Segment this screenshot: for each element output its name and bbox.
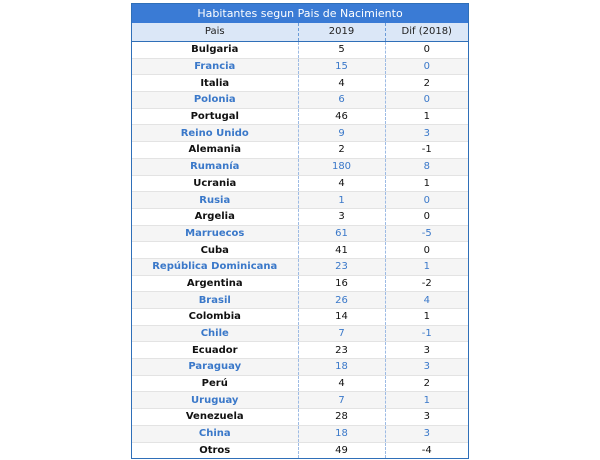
dif-2018-cell: 0 [385, 58, 468, 75]
table-row [132, 242, 468, 259]
country-cell: Brasil [132, 292, 298, 309]
table-row [132, 342, 468, 359]
value-2019-cell: 6 [298, 92, 385, 109]
value-2019-cell: 4 [298, 175, 385, 192]
dif-2018-cell: 2 [385, 375, 468, 392]
country-cell: Paraguay [132, 359, 298, 376]
population-table-panel [131, 3, 469, 459]
value-2019-cell: 2 [298, 142, 385, 159]
country-cell: Alemania [132, 142, 298, 159]
country-cell: Perú [132, 375, 298, 392]
value-2019-cell: 18 [298, 359, 385, 376]
table-row [132, 442, 468, 458]
dif-2018-cell: -2 [385, 275, 468, 292]
table-row [132, 309, 468, 326]
country-cell: Polonia [132, 92, 298, 109]
dif-2018-cell: -1 [385, 325, 468, 342]
table-row [132, 325, 468, 342]
dif-2018-cell: 1 [385, 309, 468, 326]
value-2019-cell: 180 [298, 158, 385, 175]
country-cell: China [132, 425, 298, 442]
value-2019-cell: 46 [298, 108, 385, 125]
dif-2018-cell: 0 [385, 242, 468, 259]
table-row [132, 58, 468, 75]
value-2019-cell: 9 [298, 125, 385, 142]
value-2019-cell: 4 [298, 375, 385, 392]
value-2019-cell: 7 [298, 325, 385, 342]
table-body [132, 42, 468, 459]
dif-2018-cell: 3 [385, 425, 468, 442]
value-2019-cell: 4 [298, 75, 385, 92]
dif-2018-cell: 8 [385, 158, 468, 175]
value-2019-cell: 23 [298, 258, 385, 275]
country-cell: Otros [199, 444, 231, 456]
dif-2018-cell: 0 [385, 92, 468, 109]
dif-2018-cell: -5 [385, 225, 468, 242]
dif-2018-cell: 1 [385, 175, 468, 192]
dif-2018-cell: 2 [385, 75, 468, 92]
dif-2018-cell: 0 [385, 192, 468, 209]
country-cell: Francia [132, 58, 298, 75]
country-cell: Uruguay [132, 392, 298, 409]
table-row [132, 108, 468, 125]
value-2019-cell: 18 [298, 425, 385, 442]
table-row [132, 142, 468, 159]
dif-2018-cell: 0 [385, 42, 468, 59]
table-row [132, 92, 468, 109]
country-cell: Colombia [132, 309, 298, 326]
value-2019-cell: 15 [298, 58, 385, 75]
dif-2018-cell: 1 [385, 392, 468, 409]
header-dif-2018[interactable]: Dif (2018) [385, 23, 468, 42]
country-cell: Marruecos [132, 225, 298, 242]
country-cell: Venezuela [132, 409, 298, 426]
header-country[interactable]: Pais [132, 23, 298, 42]
country-cell: Reino Unido [132, 125, 298, 142]
value-2019-cell: 41 [298, 242, 385, 259]
country-cell: Argelia [132, 208, 298, 225]
dif-2018-cell: 1 [385, 108, 468, 125]
table-row [132, 125, 468, 142]
value-2019-cell: 1 [298, 192, 385, 209]
table-row [132, 375, 468, 392]
table-row [132, 409, 468, 426]
population-table [132, 23, 468, 458]
country-cell: Portugal [132, 108, 298, 125]
table-row [132, 392, 468, 409]
country-cell: Bulgaria [132, 42, 298, 59]
table-row [132, 225, 468, 242]
dif-2018-cell: 0 [385, 208, 468, 225]
table-row [132, 158, 468, 175]
table-row [132, 175, 468, 192]
value-2019-cell: 26 [298, 292, 385, 309]
table-row [132, 42, 468, 59]
value-2019-cell: 23 [298, 342, 385, 359]
value-2019-cell: 61 [298, 225, 385, 242]
dif-2018-cell: 3 [385, 342, 468, 359]
table-row [132, 292, 468, 309]
country-cell: República Dominicana [132, 258, 298, 275]
header-row [132, 23, 468, 42]
dif-2018-cell: 3 [385, 359, 468, 376]
dif-2018-cell: 1 [385, 258, 468, 275]
table-row [132, 75, 468, 92]
table-row [132, 208, 468, 225]
country-cell: Argentina [132, 275, 298, 292]
value-2019-cell: 16 [298, 275, 385, 292]
value-2019-cell: 49 [298, 442, 385, 458]
country-cell: Ecuador [132, 342, 298, 359]
table-row [132, 275, 468, 292]
country-cell: Ucrania [132, 175, 298, 192]
value-2019-cell: 3 [298, 208, 385, 225]
value-2019-cell: 7 [298, 392, 385, 409]
dif-2018-cell: 3 [385, 125, 468, 142]
dif-2018-cell: -4 [385, 442, 468, 458]
dif-2018-cell: -1 [385, 142, 468, 159]
country-cell: Chile [132, 325, 298, 342]
country-cell: Rusia [132, 192, 298, 209]
table-row [132, 425, 468, 442]
table-row [132, 192, 468, 209]
country-cell: Cuba [132, 242, 298, 259]
value-2019-cell: 14 [298, 309, 385, 326]
table-row [132, 359, 468, 376]
value-2019-cell: 28 [298, 409, 385, 426]
country-cell: Italia [132, 75, 298, 92]
table-row [132, 258, 468, 275]
country-cell: Rumanía [132, 158, 298, 175]
header-2019[interactable]: 2019 [298, 23, 385, 42]
dif-2018-cell: 4 [385, 292, 468, 309]
dif-2018-cell: 3 [385, 409, 468, 426]
table-title: Habitantes segun Pais de Nacimiento [132, 4, 468, 23]
value-2019-cell: 5 [298, 42, 385, 59]
